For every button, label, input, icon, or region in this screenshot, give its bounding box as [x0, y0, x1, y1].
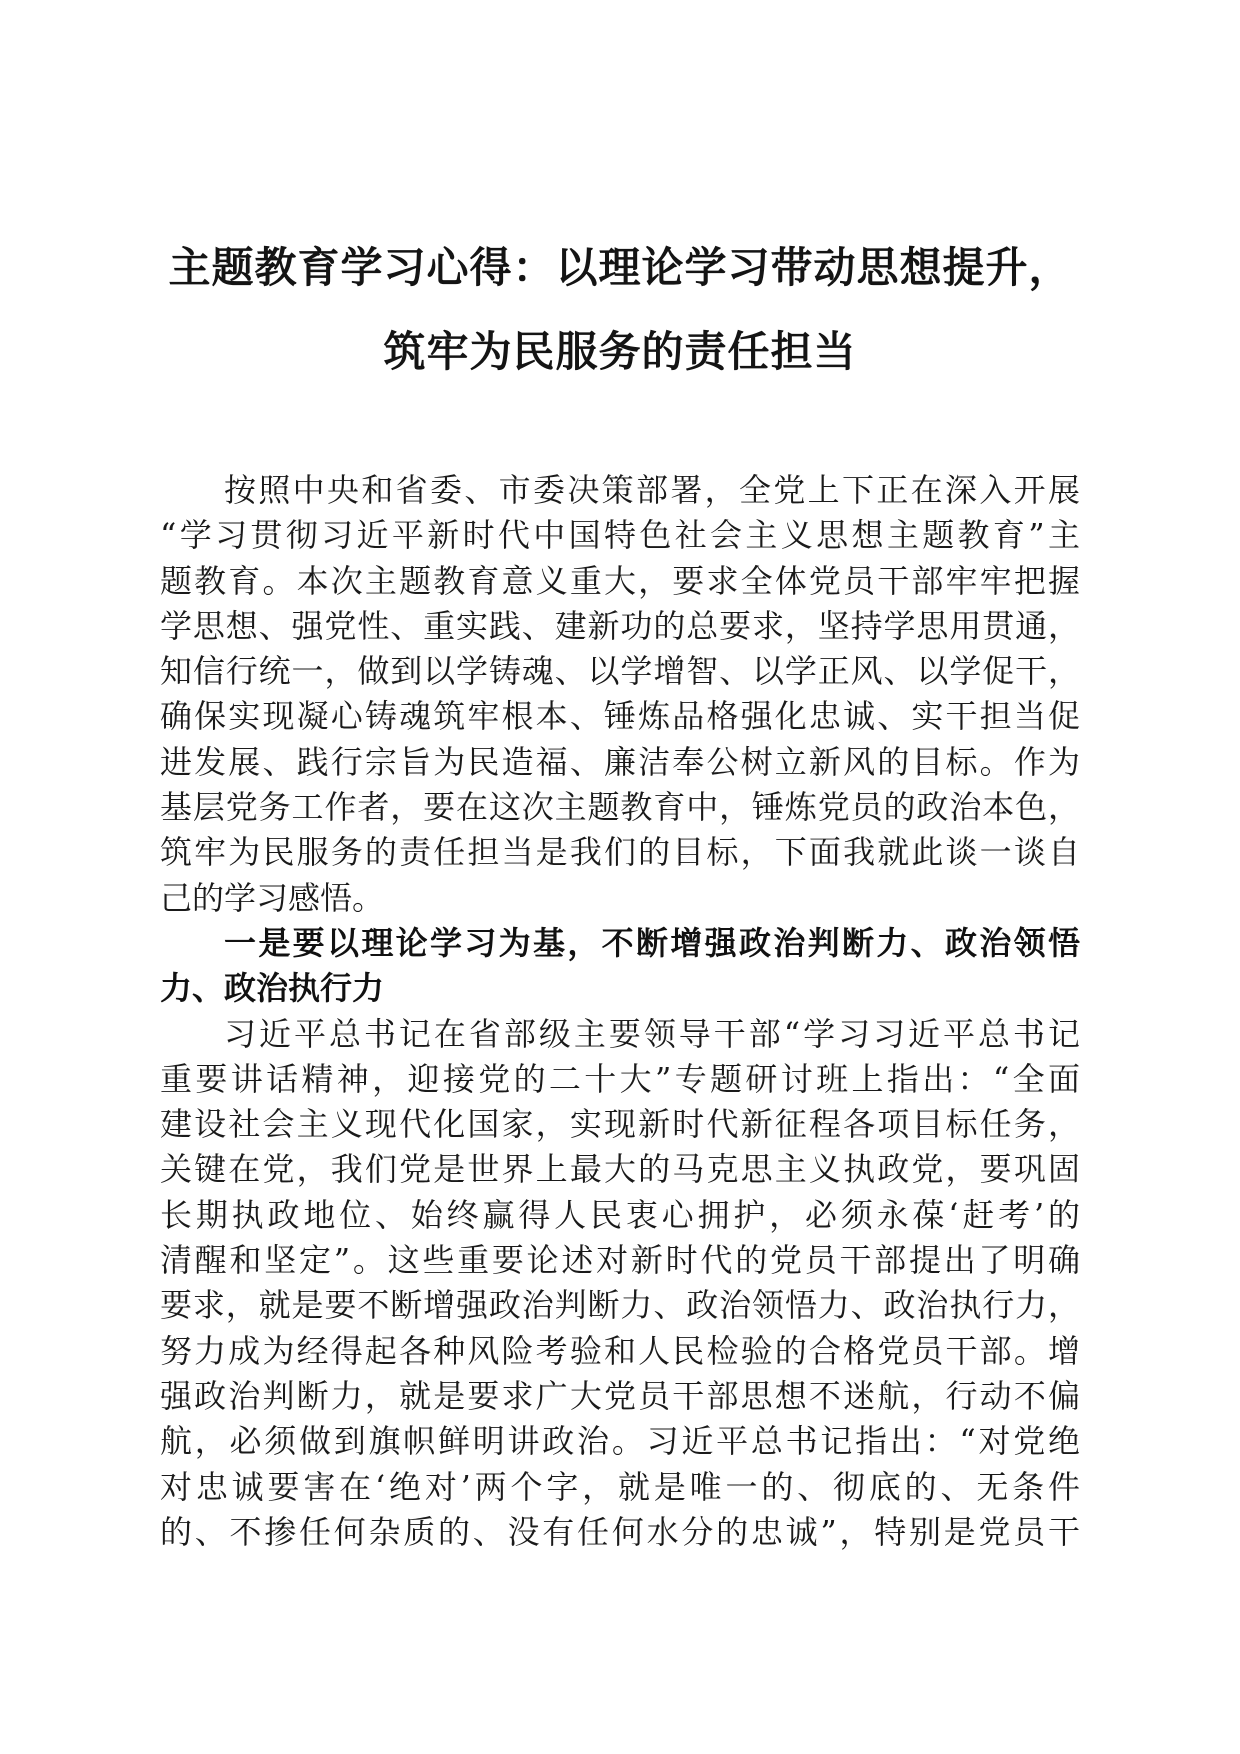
section-line: 航，必须做到旗帜鲜明讲政治。习近平总书记指出：“对党绝 [160, 1422, 1080, 1461]
section-line: 努力成为经得起各种风险考验和人民检验的合格党员干部。增 [160, 1331, 1080, 1370]
intro-line: 知信行统一，做到以学铸魂、以学增智、以学正风、以学促干， [160, 652, 1080, 691]
section-line: 强政治判断力，就是要求广大党员干部思想不迷航，行动不偏 [160, 1376, 1080, 1415]
intro-line: 进发展、践行宗旨为民造福、廉洁奉公树立新风的目标。作为 [160, 742, 1080, 781]
section-line: 长期执政地位、始终赢得人民衷心拥护，必须永葆‘赶考’的 [160, 1195, 1080, 1234]
section-line: 的、不掺任何杂质的、没有任何水分的忠诚”，特别是党员干 [160, 1512, 1080, 1551]
title-line-1: 主题教育学习心得：以理论学习带动思想提升， [168, 243, 1072, 292]
intro-line: “学习贯彻习近平新时代中国特色社会主义思想主题教育”主 [160, 516, 1080, 555]
intro-line: 基层党务工作者，要在这次主题教育中，锤炼党员的政治本色， [160, 788, 1080, 827]
section-line: 清醒和坚定”。这些重要论述对新时代的党员干部提出了明确 [160, 1241, 1080, 1280]
intro-line: 确保实现凝心铸魂筑牢根本、锤炼品格强化忠诚、实干担当促 [160, 697, 1080, 736]
intro-line: 筑牢为民服务的责任担当是我们的目标，下面我就此谈一谈自 [160, 833, 1080, 872]
section-line: 建设社会主义现代化国家，实现新时代新征程各项目标任务， [160, 1105, 1080, 1144]
document-body [160, 468, 1080, 1555]
section-heading-line: 一是要以理论学习为基，不断增强政治判断力、政治领悟 [224, 923, 1080, 962]
title-line-2: 筑牢为民服务的责任担当 [383, 327, 857, 376]
intro-line: 己的学习感悟。 [160, 878, 385, 917]
intro-line: 学思想、强党性、重实践、建新功的总要求，坚持学思用贯通， [160, 606, 1080, 645]
section-line: 重要讲话精神，迎接党的二十大”专题研讨班上指出：“全面 [160, 1059, 1080, 1098]
section-line: 对忠诚要害在‘绝对’两个字，就是唯一的、彻底的、无条件 [160, 1467, 1080, 1506]
section-line: 关键在党，我们党是世界上最大的马克思主义执政党，要巩固 [160, 1150, 1080, 1189]
section-heading-line: 力、政治执行力 [160, 969, 385, 1008]
intro-line: 题教育。本次主题教育意义重大，要求全体党员干部牢牢把握 [160, 561, 1080, 600]
intro-line: 按照中央和省委、市委决策部署，全党上下正在深入开展 [224, 471, 1080, 509]
section-line: 要求，就是要不断增强政治判断力、政治领悟力、政治执行力， [160, 1286, 1080, 1325]
section-line: 习近平总书记在省部级主要领导干部“学习习近平总书记 [224, 1014, 1080, 1053]
document-title [150, 226, 1090, 394]
